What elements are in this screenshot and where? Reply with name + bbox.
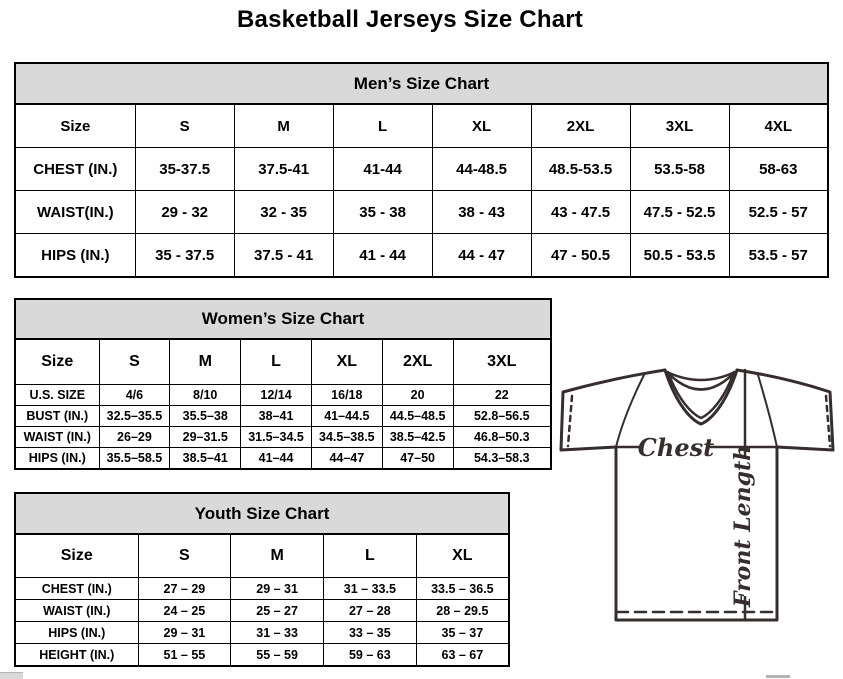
- size-column-header: L: [333, 104, 432, 148]
- size-value-cell: 27 – 28: [323, 600, 416, 622]
- size-value-cell: 50.5 - 53.5: [630, 234, 729, 278]
- table-row: [15, 622, 509, 644]
- size-value-cell: 44-48.5: [432, 148, 531, 191]
- size-value-cell: 33.5 – 36.5: [416, 578, 509, 600]
- size-value-cell: 41-44: [333, 148, 432, 191]
- youth-chart-header: Youth Size Chart: [14, 492, 510, 533]
- size-value-cell: 31 – 33.5: [323, 578, 416, 600]
- size-column-header: Size: [15, 339, 99, 385]
- size-value-cell: 52.8–56.5: [453, 406, 551, 427]
- size-value-cell: 55 – 59: [231, 644, 324, 667]
- table-row: [15, 644, 509, 667]
- table-row: [15, 600, 509, 622]
- size-value-cell: 58-63: [729, 148, 828, 191]
- size-value-cell: 38.5–41: [170, 448, 241, 470]
- size-value-cell: 35 – 37: [416, 622, 509, 644]
- page-title: Basketball Jerseys Size Chart: [237, 6, 583, 33]
- front-length-label: Front Length: [730, 444, 756, 608]
- collar-outer-vneck: [665, 370, 737, 424]
- size-column-header: L: [323, 534, 416, 578]
- row-label: CHEST (IN.): [15, 148, 135, 191]
- jersey-outline-shape: [561, 370, 833, 620]
- mens-size-chart: [14, 62, 829, 278]
- size-value-cell: 53.5 - 57: [729, 234, 828, 278]
- size-column-header: 3XL: [453, 339, 551, 385]
- row-label: HIPS (IN.): [15, 234, 135, 278]
- size-column-header: L: [241, 339, 312, 385]
- row-label: BUST (IN.): [15, 406, 99, 427]
- size-value-cell: 35.5–38: [170, 406, 241, 427]
- size-column-header: M: [170, 339, 241, 385]
- size-column-header: M: [234, 104, 333, 148]
- size-value-cell: 32.5–35.5: [99, 406, 170, 427]
- size-value-cell: 22: [453, 385, 551, 406]
- size-value-cell: 54.3–58.3: [453, 448, 551, 470]
- size-value-cell: 35 - 38: [333, 191, 432, 234]
- scrollbar-fragment-left: [0, 672, 23, 679]
- size-value-cell: 28 – 29.5: [416, 600, 509, 622]
- size-value-cell: 8/10: [170, 385, 241, 406]
- size-value-cell: 53.5-58: [630, 148, 729, 191]
- womens-size-table: [14, 338, 552, 470]
- right-armhole-seam: [758, 375, 777, 447]
- size-value-cell: 12/14: [241, 385, 312, 406]
- size-value-cell: 20: [382, 385, 453, 406]
- size-column-header: Size: [15, 104, 135, 148]
- size-value-cell: 51 – 55: [138, 644, 231, 667]
- collar-rib-arc-upper: [667, 372, 735, 380]
- size-column-header: S: [138, 534, 231, 578]
- row-label: HIPS (IN.): [15, 622, 138, 644]
- size-value-cell: 29 - 32: [135, 191, 234, 234]
- size-value-cell: 4/6: [99, 385, 170, 406]
- size-value-cell: 29 – 31: [138, 622, 231, 644]
- youth-size-table: [14, 533, 510, 667]
- size-value-cell: 33 – 35: [323, 622, 416, 644]
- size-value-cell: 37.5 - 41: [234, 234, 333, 278]
- size-value-cell: 35.5–58.5: [99, 448, 170, 470]
- table-row: [15, 191, 828, 234]
- chest-label: Chest: [637, 433, 715, 462]
- size-value-cell: 31 – 33: [231, 622, 324, 644]
- size-value-cell: 24 – 25: [138, 600, 231, 622]
- size-value-cell: 44–47: [311, 448, 382, 470]
- size-value-cell: 48.5-53.5: [531, 148, 630, 191]
- row-label: U.S. SIZE: [15, 385, 99, 406]
- size-value-cell: 29–31.5: [170, 427, 241, 448]
- youth-size-chart: [14, 492, 510, 667]
- size-value-cell: 35 - 37.5: [135, 234, 234, 278]
- size-value-cell: 35-37.5: [135, 148, 234, 191]
- row-label: CHEST (IN.): [15, 578, 138, 600]
- table-row: [15, 148, 828, 191]
- size-value-cell: 27 – 29: [138, 578, 231, 600]
- size-value-cell: 47–50: [382, 448, 453, 470]
- size-value-cell: 25 – 27: [231, 600, 324, 622]
- size-value-cell: 38–41: [241, 406, 312, 427]
- size-value-cell: 44 - 47: [432, 234, 531, 278]
- size-value-cell: 31.5–34.5: [241, 427, 312, 448]
- size-column-header: 3XL: [630, 104, 729, 148]
- table-row: [15, 534, 509, 578]
- size-value-cell: 29 – 31: [231, 578, 324, 600]
- size-column-header: XL: [311, 339, 382, 385]
- row-label: WAIST (IN.): [15, 600, 138, 622]
- size-value-cell: 47.5 - 52.5: [630, 191, 729, 234]
- left-cuff-dashed-line: [568, 396, 572, 446]
- row-label: WAIST (IN.): [15, 427, 99, 448]
- size-value-cell: 32 - 35: [234, 191, 333, 234]
- row-label: HIPS (IN.): [15, 448, 99, 470]
- size-value-cell: 44.5–48.5: [382, 406, 453, 427]
- table-row: [15, 339, 551, 385]
- table-row: [15, 406, 551, 427]
- size-value-cell: 26–29: [99, 427, 170, 448]
- womens-size-chart: [14, 298, 552, 470]
- size-value-cell: 46.8–50.3: [453, 427, 551, 448]
- row-label: WAIST(IN.): [15, 191, 135, 234]
- size-column-header: M: [231, 534, 324, 578]
- size-column-header: XL: [432, 104, 531, 148]
- size-value-cell: 38 - 43: [432, 191, 531, 234]
- size-value-cell: 41–44: [241, 448, 312, 470]
- size-column-header: 4XL: [729, 104, 828, 148]
- size-value-cell: 59 – 63: [323, 644, 416, 667]
- size-column-header: 2XL: [382, 339, 453, 385]
- size-column-header: S: [135, 104, 234, 148]
- table-row: [15, 448, 551, 470]
- scrollbar-fragment-right: [766, 675, 790, 678]
- size-value-cell: 38.5–42.5: [382, 427, 453, 448]
- size-column-header: XL: [416, 534, 509, 578]
- size-value-cell: 41 - 44: [333, 234, 432, 278]
- size-value-cell: 16/18: [311, 385, 382, 406]
- jersey-measurement-diagram: [556, 360, 842, 632]
- table-row: [15, 104, 828, 148]
- size-column-header: 2XL: [531, 104, 630, 148]
- size-value-cell: 63 – 67: [416, 644, 509, 667]
- table-row: [15, 427, 551, 448]
- size-value-cell: 41–44.5: [311, 406, 382, 427]
- size-value-cell: 37.5-41: [234, 148, 333, 191]
- size-value-cell: 47 - 50.5: [531, 234, 630, 278]
- size-column-header: S: [99, 339, 170, 385]
- table-row: [15, 385, 551, 406]
- mens-size-table: [14, 103, 829, 278]
- size-column-header: Size: [15, 534, 138, 578]
- table-row: [15, 234, 828, 278]
- size-value-cell: 34.5–38.5: [311, 427, 382, 448]
- mens-chart-header: Men’s Size Chart: [14, 62, 829, 103]
- size-value-cell: 52.5 - 57: [729, 191, 828, 234]
- size-value-cell: 43 - 47.5: [531, 191, 630, 234]
- womens-chart-header: Women’s Size Chart: [14, 298, 552, 338]
- row-label: HEIGHT (IN.): [15, 644, 138, 667]
- table-row: [15, 578, 509, 600]
